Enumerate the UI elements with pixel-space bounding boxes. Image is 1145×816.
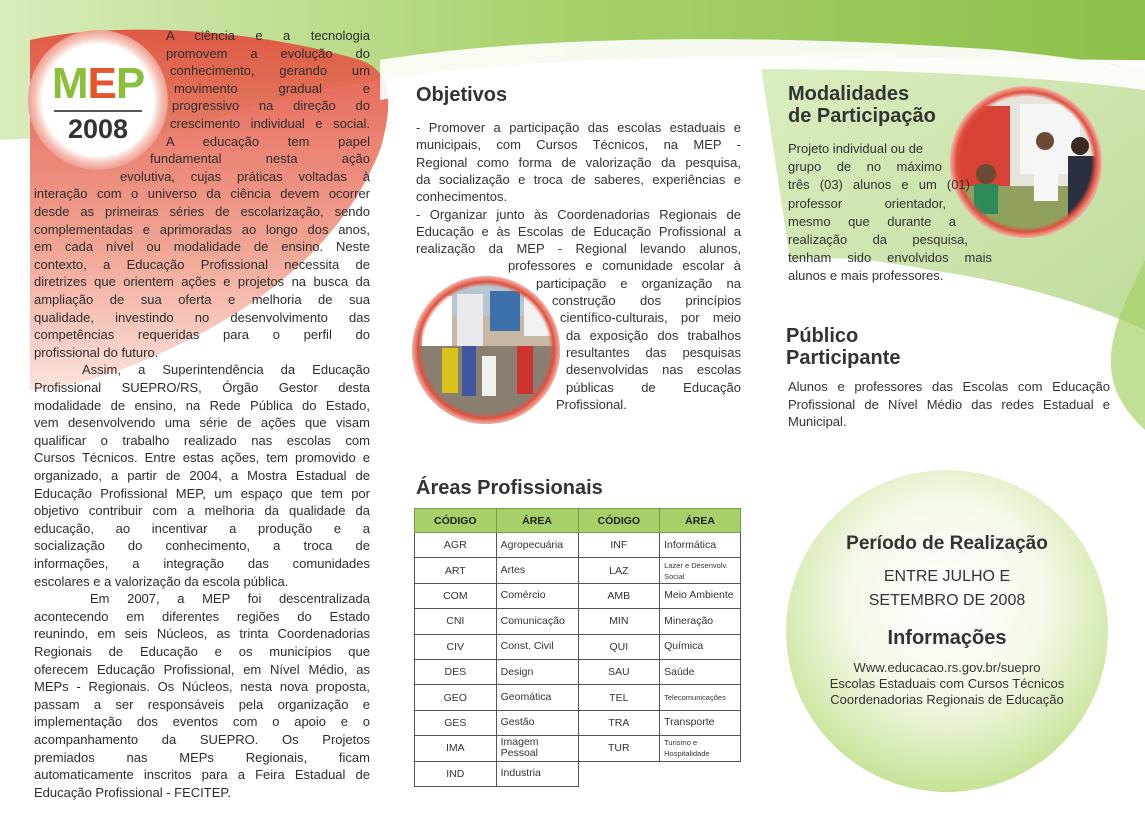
objetivos-line: Educação e às Escolas de Educação Profissional a <box>416 223 741 239</box>
informacoes-website[interactable]: Www.educacao.rs.gov.br/suepro <box>853 660 1041 675</box>
modalidades-title <box>788 83 936 127</box>
table-row <box>415 558 741 583</box>
table-row <box>415 634 741 659</box>
area-code-cell: IMA <box>415 736 497 761</box>
informacoes-line2: Escolas Estaduais com Cursos Técnicos <box>829 676 1065 691</box>
area-name-cell: Artes <box>496 558 578 583</box>
intro-line: vem desenvolvendo uma série de ações que visam <box>34 415 370 431</box>
publico-title <box>786 325 900 369</box>
intro-line: competências requeridas para o perfil do <box>34 327 370 343</box>
table-row <box>415 685 741 710</box>
mep-logo <box>28 30 168 170</box>
modalidades-title-line1: Modalidades <box>788 83 910 105</box>
area-code-cell: CIV <box>415 634 497 659</box>
logo-letter-p: P <box>115 59 145 108</box>
intro-line: premiados nas MEPs Regionais, ficam <box>34 749 370 765</box>
table-row <box>415 761 741 786</box>
area-name-cell: Industria <box>496 761 578 786</box>
publico-title-line1: Público <box>786 325 859 347</box>
intro-line: interação com o universo da ciência devem ocorrer <box>34 186 370 202</box>
intro-line: progressivo na direção do <box>172 98 370 114</box>
table-row <box>415 736 741 761</box>
objetivos-line: participação e organização na <box>536 275 741 291</box>
area-code-cell: QUI <box>578 634 660 659</box>
objetivos-line: públicas de Educação <box>566 379 741 395</box>
intro-line: reunindo, em seis Núcleos, as trinta Coordenadorias <box>34 626 370 642</box>
intro-line: fundamental nesta ação <box>150 151 370 167</box>
modalidades-line: mesmo que durante a <box>788 213 956 229</box>
area-code-cell: INF <box>578 533 660 558</box>
intro-line: MEPs - Regionais. Os Núcleos, nesta nova proposta, <box>34 679 370 695</box>
intro-line: qualidade, investindo no desenvolvimento das <box>34 309 370 325</box>
area-code-cell: TUR <box>578 736 660 761</box>
area-code-cell: ART <box>415 558 497 583</box>
modalidades-line: grupo de no máximo <box>788 159 942 175</box>
area-code-cell <box>578 761 660 786</box>
area-code-cell: GEO <box>415 685 497 710</box>
area-code-cell: COM <box>415 583 497 608</box>
area-code-cell: AMB <box>578 583 660 608</box>
objetivos-line: da exposição dos trabalhos <box>566 327 741 343</box>
intro-line: Regionais de Educação e os municípios que <box>34 644 370 659</box>
objetivos-line: realização da MEP - Regional levando alunos, <box>416 241 741 257</box>
intro-line: crescimento individual e social. <box>170 116 370 131</box>
area-name-cell: Meio Ambiente <box>660 583 741 608</box>
area-name-cell: Agropecuária <box>496 533 578 558</box>
area-name-cell: Comércio <box>496 583 578 608</box>
informacoes-title: Informações <box>887 627 1007 649</box>
logo-letter-m: M <box>51 59 88 108</box>
objetivos-title: Objetivos <box>416 84 508 106</box>
logo-year: 2008 <box>67 114 129 144</box>
area-name-cell: Imagem Pessoal <box>496 736 578 761</box>
intro-line: ampliação de sua oferta e melhoria de sua <box>34 292 370 307</box>
intro-line: objetivo contribuir com a melhoria da qualidade da <box>34 503 370 519</box>
intro-line: profissional do futuro. <box>34 344 159 360</box>
informacoes-line3: Coordenadorias Regionais de Educação <box>830 692 1064 707</box>
area-name-cell: Design <box>496 659 578 684</box>
intro-line: contexto, a Educação Profissional necessita de <box>34 256 370 272</box>
area-code-cell: TRA <box>578 710 660 735</box>
intro-line: diretrizes que orientem ações e projetos na busca da <box>34 274 370 290</box>
intro-line: oferecem Educação Profissional, em Nível Médio, as <box>34 661 370 677</box>
area-name-cell: Turismo e Hospitalidade <box>660 736 741 761</box>
logo-letter-e: E <box>87 59 116 108</box>
area-name-cell: Const. Civil <box>496 634 578 659</box>
intro-line: Educação Profissional MEP, um espaço que tem por <box>34 485 370 501</box>
areas-title: Áreas Profissionais <box>416 477 603 499</box>
area-name-cell <box>660 761 741 786</box>
area-code-cell: LAZ <box>578 558 660 583</box>
areas-table <box>414 508 741 787</box>
intro-line: A educação tem papel <box>166 133 370 149</box>
intro-line: movimento gradual e <box>174 80 370 96</box>
table-row <box>415 533 741 558</box>
intro-line: acompanhamento da SUEPRO. Os Projetos <box>34 732 370 747</box>
objetivos-line: Regional como forma de valorização da pesquisa, <box>416 154 741 170</box>
objetivos-line: da socialização e troca de saberes, experiências e <box>416 171 741 187</box>
table-row <box>415 659 741 684</box>
objetivos-line: científico-culturais, por meio <box>560 310 741 326</box>
area-code-cell: MIN <box>578 609 660 634</box>
area-name-cell: Geomática <box>496 685 578 710</box>
area-name-cell: Mineração <box>660 609 741 634</box>
intro-line: A ciência e a tecnologia <box>166 28 370 43</box>
intro-line: qualificar o trabalho realizado nas escolas com <box>34 432 370 448</box>
area-code-cell: DES <box>415 659 497 684</box>
periodo-title: Período de Realização <box>846 533 1048 554</box>
intro-line: informações, a integração das comunidades <box>34 556 370 571</box>
area-code-cell: SAU <box>578 659 660 684</box>
area-code-cell: CNI <box>415 609 497 634</box>
objetivos-line: - Promover a participação das escolas estaduais e <box>416 120 741 135</box>
objetivos-line: construção dos princípios <box>552 293 741 308</box>
intro-line: evolutiva, cujas práticas voltadas à <box>120 168 370 184</box>
modalidades-line: Projeto individual ou de <box>788 141 924 156</box>
table-row <box>415 710 741 735</box>
objetivos-line: desenvolvidas nas escolas <box>566 362 741 378</box>
intro-line: em cada nível ou modalidade de ensino. Neste <box>34 239 370 255</box>
table-row <box>415 583 741 608</box>
publico-line: Profissional de Nível Médio das redes Estadual e <box>788 396 1110 412</box>
modalidades-line: professor orientador, <box>788 195 946 211</box>
participants-photo <box>950 86 1102 238</box>
area-name-cell: Química <box>660 634 741 659</box>
modalidades-title-line2: de Participação <box>788 105 936 127</box>
table-header: ÁREA <box>660 509 741 533</box>
area-name-cell: Transporte <box>660 710 741 735</box>
intro-line: desde as primeiras séries de escolarização, sendo <box>34 204 370 219</box>
table-header: CÓDIGO <box>578 509 660 533</box>
area-name-cell: Telecomunicações <box>660 685 741 710</box>
intro-line: educação, ao incentivar a produção e a <box>34 520 370 536</box>
area-code-cell: AGR <box>415 533 497 558</box>
table-header: ÁREA <box>496 509 578 533</box>
objetivos-line: professores e comunidade escolar à <box>508 258 741 274</box>
intro-line: automaticamente inscritos para a Feira Estadual de <box>34 767 370 783</box>
area-name-cell: Informática <box>660 533 741 558</box>
intro-line: passam a ser responsáveis pela organização e <box>34 696 370 712</box>
table-row <box>415 609 741 634</box>
area-name-cell: Saúde <box>660 659 741 684</box>
intro-line: acontecendo em diferentes regiões do Estado <box>34 608 370 624</box>
publico-line: Municipal. <box>788 414 847 429</box>
intro-line: Cursos Técnicos. Entre estas ações, tem promovido e <box>34 450 370 466</box>
intro-line: complementadas e aprimoradas ao longo dos anos, <box>34 221 370 237</box>
objetivos-line: municipais, com Cursos Técnicos, na MEP - <box>416 137 741 153</box>
modalidades-line: realização da pesquisa, <box>788 232 968 247</box>
objetivos-line: conhecimentos. <box>416 189 508 205</box>
intro-line: escolares e a valorização da escola pública. <box>34 573 289 589</box>
intro-line: implementação dos eventos com o apoio e o <box>34 714 370 730</box>
area-name-cell: Gestão <box>496 710 578 735</box>
publico-line: Alunos e professores das Escolas com Educação <box>788 379 1110 394</box>
area-code-cell: IND <box>415 761 497 786</box>
intro-line: Profissional SUEPRO/RS, Órgão Gestor desta <box>34 380 370 395</box>
publico-title-line2: Participante <box>786 347 901 369</box>
modalidades-line: tenham sido envolvidos mais <box>788 250 992 266</box>
area-name-cell: Comunicação <box>496 609 578 634</box>
intro-line: Assim, a Superintendência da Educação <box>82 362 370 378</box>
area-code-cell: GES <box>415 710 497 735</box>
objetivos-line: resultantes das pesquisas <box>566 344 741 360</box>
intro-line: Educação Profissional - FECITEP. <box>34 784 232 800</box>
area-name-cell: Lazer e Desenvolv. Social <box>660 558 741 583</box>
table-header: CÓDIGO <box>415 509 497 533</box>
intro-line: Em 2007, a MEP foi descentralizada <box>90 591 370 607</box>
intro-line: promovem a evolução do <box>166 45 370 61</box>
intro-line: modalidade de ensino, na Rede Pública do Estado, <box>34 397 370 413</box>
modalidades-line: alunos e mais professores. <box>788 268 944 284</box>
modalidades-line: três (03) alunos e um (01) <box>788 177 970 193</box>
periodo-line2: SETEMBRO DE 2008 <box>868 592 1026 609</box>
exhibition-photo <box>412 276 560 424</box>
intro-line: conhecimento, gerando um <box>170 63 370 79</box>
intro-line: socialização do conhecimento, a troca de <box>34 538 370 554</box>
periodo-line1: ENTRE JULHO E <box>883 568 1011 585</box>
intro-line: organizado, a partir de 2004, a Mostra Estadual de <box>34 468 370 483</box>
objetivos-line: - Organizar junto às Coordenadorias Regionais de <box>416 206 741 222</box>
area-code-cell: TEL <box>578 685 660 710</box>
objetivos-line: Profissional. <box>556 396 627 412</box>
